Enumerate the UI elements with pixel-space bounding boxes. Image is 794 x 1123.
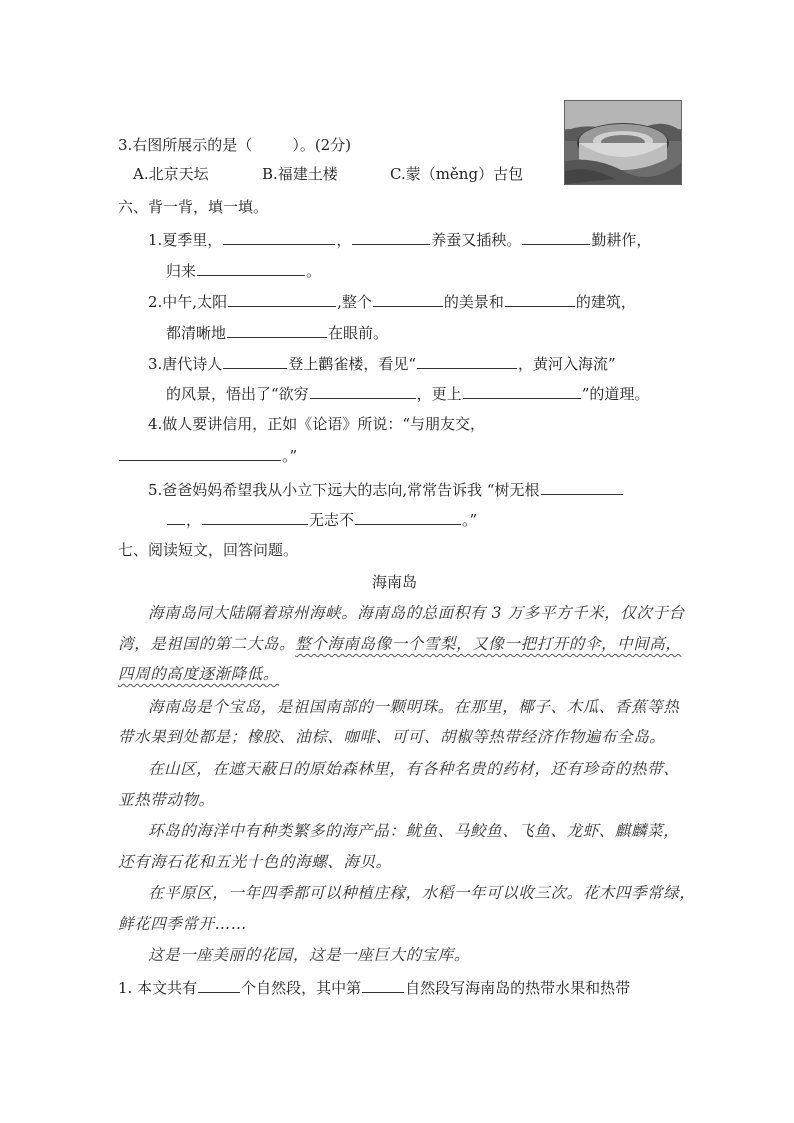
tulou-illustration: [565, 101, 681, 184]
section-7-heading: 七、阅读短文，回答问题。: [118, 541, 299, 559]
item-5-text: 。”: [462, 511, 478, 529]
passage-paragraph-1-line-2: [118, 633, 682, 655]
passage-paragraph-5-line-1: 在平原区，一年四季都可以种植庄稼，水稻一年可以收三次。花木四季常绿，: [148, 884, 696, 902]
item-1-blank-1[interactable]: [223, 228, 335, 245]
item-1-text: 归来: [166, 262, 197, 280]
item-2-text: ,整个: [337, 293, 372, 311]
reading-question-text: 1. 本文共有: [118, 979, 198, 997]
item-3-text: ”的道理。: [581, 385, 650, 403]
item-5-text: ，: [186, 511, 202, 529]
section-6-item-1-line-2: [166, 259, 321, 282]
passage-paragraph-1-line-1: 海南岛同大陆隔着琼州海峡。海南岛的总面积有 3 万多平方千米，仅次于台: [148, 604, 685, 622]
passage-paragraph-6-line-1: 这是一座美丽的花园，这是一座巨大的宝库。: [148, 946, 471, 964]
item-1-text: ，: [336, 231, 352, 249]
item-5-blank-3[interactable]: [355, 508, 461, 525]
item-3-blank-1[interactable]: [223, 352, 287, 369]
section-6-item-4: 4.做人要讲信用，正如《论语》所说：“与朋友交，: [148, 415, 485, 433]
passage-text: 湾，是祖国的第二大岛。: [118, 635, 296, 653]
item-2-blank-1[interactable]: [228, 290, 336, 307]
question-3-text-after: ）。(2分): [292, 136, 352, 154]
item-5-text: 无志不: [309, 511, 355, 529]
reading-question-1-blank-1[interactable]: [198, 976, 240, 993]
item-1-text: 1.夏季里，: [148, 231, 223, 249]
question-3-option-c[interactable]: C.蒙（měng）古包: [390, 165, 524, 183]
section-6-item-4-line-2: [118, 444, 297, 467]
passage-paragraph-5-line-2: 鲜花四季常开……: [118, 915, 247, 933]
item-1-text: 养蚕又插秧。: [431, 231, 522, 249]
section-6-item-3-line-2: [166, 382, 649, 405]
item-3-blank-4[interactable]: [463, 382, 581, 399]
item-1-blank-2[interactable]: [352, 228, 430, 245]
item-2-blank-2[interactable]: [373, 290, 443, 307]
item-3-text: ，黄河入海流”: [517, 355, 616, 373]
section-6-heading: 六、背一背，填一填。: [118, 198, 269, 216]
tulou-photo: [564, 100, 682, 185]
reading-question-1-blank-2[interactable]: [362, 976, 404, 993]
section-6-item-2-line-2: [166, 321, 388, 344]
item-1-blank-4[interactable]: [197, 259, 305, 276]
question-3: [118, 134, 351, 156]
item-5-text: 5.爸爸妈妈希望我从小立下远大的志向,常常告诉我 “树无根: [148, 481, 540, 499]
item-2-text: 都清晰地: [166, 324, 227, 342]
item-3-blank-2[interactable]: [417, 352, 517, 369]
item-5-blank-2[interactable]: [202, 508, 308, 525]
passage-paragraph-2-line-2: 带水果到处都是；橡胶、油棕、咖啡、可可、胡椒等热带经济作物遍布全岛。: [118, 728, 666, 746]
passage-paragraph-3-line-1: 在山区，在遮天蔽日的原始森林里，有各种名贵的药材，还有珍奇的热带、: [148, 760, 680, 778]
item-3-text: 登上鹳雀楼，看见“: [288, 355, 416, 373]
question-3-text-before: 3.右图所展示的是（: [118, 136, 253, 154]
item-4-blank-1[interactable]: [119, 444, 281, 461]
item-3-text: ，更上: [416, 385, 462, 403]
passage-paragraph-1-line-3: 四周的高度逐渐降低。: [118, 665, 280, 683]
reading-question-1: [118, 976, 630, 999]
passage-paragraph-4-line-1: 环岛的海洋中有种类繁多的海产品：鱿鱼、马鲛鱼、飞鱼、龙虾、麒麟菜，: [148, 822, 680, 840]
item-2-text: 的美景和: [443, 293, 504, 311]
reading-question-text: 自然段写海南岛的热带水果和热带: [405, 979, 631, 997]
question-3-option-b[interactable]: B.福建土楼: [262, 165, 338, 183]
item-3-text: 的风景，悟出了“欲穷: [166, 385, 309, 403]
section-6-item-2: [148, 290, 636, 313]
item-2-text: 在眼前。: [328, 324, 389, 342]
question-3-answer-space[interactable]: [253, 134, 291, 150]
section-6-item-5-line-2: [166, 508, 477, 531]
reading-question-text: 个自然段，其中第: [241, 979, 362, 997]
item-5-blank-1a[interactable]: [541, 478, 623, 495]
passage-wavy-underline: 整个海南岛像一个雪梨，又像一把打开的伞，中间高，: [295, 635, 682, 653]
item-2-text: 的建筑，: [575, 293, 636, 311]
item-2-blank-3[interactable]: [505, 290, 575, 307]
item-1-text: 勤耕作，: [591, 231, 652, 249]
item-1-blank-3[interactable]: [522, 228, 590, 245]
question-3-option-a[interactable]: A.北京天坛: [133, 165, 209, 183]
item-2-text: 2.中午,太阳: [148, 293, 228, 311]
item-5-blank-1b[interactable]: [167, 508, 185, 525]
item-4-text: 。”: [282, 447, 298, 465]
section-6-item-3: [148, 352, 616, 375]
item-1-text: 。: [306, 262, 322, 280]
item-3-text: 3.唐代诗人: [148, 355, 223, 373]
passage-paragraph-2-line-1: 海南岛是个宝岛，是祖国南部的一颗明珠。在那里，椰子、木瓜、香蕉等热: [148, 698, 680, 716]
section-6-item-1: [148, 228, 651, 251]
passage-paragraph-4-line-2: 还有海石花和五光十色的海螺、海贝。: [118, 853, 392, 871]
section-6-item-5: [148, 478, 624, 501]
passage-paragraph-3-line-2: 亚热带动物。: [118, 791, 215, 809]
item-3-blank-3[interactable]: [310, 382, 416, 399]
item-2-blank-4[interactable]: [227, 321, 327, 338]
passage-title: 海南岛: [372, 573, 418, 591]
